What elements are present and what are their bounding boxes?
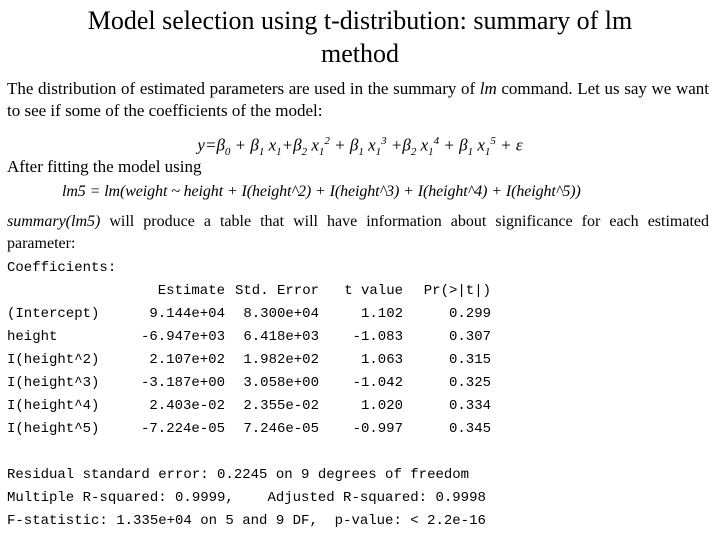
table-cell: -0.997 [352,420,403,437]
formula-sub: 2 [301,146,308,159]
table-cell: 0.334 [448,397,491,414]
formula-sub: 1 [467,146,474,159]
formula-sub: 1 [484,146,491,159]
formula-plus: + [329,135,350,155]
formula-plus: + [495,135,516,155]
table-cell: 7.246e-05 [243,420,319,437]
table-row [7,348,491,371]
formula-sup: 4 [433,135,440,147]
table-cell: 0.299 [448,305,491,322]
formula-epsilon: ε [515,135,523,155]
formula-x: x [311,135,319,155]
coefficients-table [7,279,491,440]
table-cell: I(height^3) [7,374,100,391]
table-cell: 2.403e-02 [149,397,225,414]
table-header: t value [344,282,403,299]
title-line-1: Model selection using t-distribution: summary of lm [87,6,633,35]
table-cell: 2.355e-02 [243,397,319,414]
formula-sup: 2 [324,135,330,147]
title-line-2: method [321,39,399,68]
formula-sup: 5 [490,135,496,147]
table-row [7,302,491,325]
slide-title [0,4,720,70]
formula-beta: β [349,135,359,155]
formula-beta: β [250,135,259,155]
formula-sub: 1 [358,146,364,159]
table-cell: 1.020 [360,397,403,414]
formula-sub: 2 [410,146,417,159]
formula-sub: 0 [224,146,231,159]
intro-text-a: The distribution of estimated parameters are used in the summary of [7,79,480,98]
formula-plus: + [230,135,251,155]
table-header: Pr(>|t|) [423,282,491,299]
table-cell: 2.107e+02 [149,351,225,368]
table-row [7,417,491,440]
table-cell: 9.144e+04 [149,305,225,322]
table-header-row [7,279,491,302]
table-row [7,325,491,348]
intro-text-lm: lm [479,79,497,98]
after-fitting-text: After fitting the model using [7,157,202,176]
formula-x: x [268,135,277,155]
table-cell: 8.300e+04 [243,305,319,322]
formula-sub: 1 [375,146,382,159]
summary-text: will produce a table that will have information about significance for each estimated parameter: [7,213,709,252]
table-cell: I(height^5) [7,420,100,437]
table-cell: I(height^4) [7,397,100,414]
formula-beta: β [293,135,302,155]
formula-sub: 1 [258,146,265,159]
formula-sub: 1 [428,146,434,159]
formula-eq: = [204,135,217,155]
fstatistic-line: F-statistic: 1.335e+04 on 5 and 9 DF, p-value: < 2.2e-16 [7,513,486,529]
table-row [7,371,491,394]
table-cell: 6.418e+03 [243,328,319,345]
table-cell: 3.058e+00 [243,374,319,391]
model-formula: $y=\beta_0 + \beta_1$ $x_1+\beta_2$ $x_1^2 + \beta_1$ $x_1^3 +\beta_2$ $x_1^4 + \beta_1$ $x_1^5 + \varepsilon$ [197,135,523,159]
table-header [7,279,121,302]
lm-command: lm5 = lm(weight ~ height + I(height^2) + I(height^3) + I(height^4) + I(height^5)) [62,183,581,200]
table-cell: 0.325 [448,374,491,391]
formula-beta: β [216,135,225,155]
formula-x: x [420,135,429,155]
table-header: Estimate [157,282,225,299]
formula-plus: + [443,135,460,155]
intro-paragraph [7,78,709,122]
table-cell: 0.315 [448,351,491,368]
formula-beta: β [459,135,468,155]
table-cell: 1.102 [360,305,403,322]
table-cell: I(height^2) [7,351,100,368]
table-row [7,394,491,417]
formula-beta: β [402,135,411,155]
table-cell: 0.345 [448,420,491,437]
table-cell: (Intercept) [7,305,100,322]
table-cell: 0.307 [448,328,491,345]
table-cell: -3.187e+00 [140,374,225,391]
table-header: Std. Error [234,282,319,299]
formula-x: x [477,135,485,155]
table-cell: -1.083 [352,328,403,345]
table-cell: 1.982e+02 [243,351,319,368]
formula-x: x [368,135,376,155]
summary-command: summary(lm5) [7,213,101,230]
intro-text-b: command. Let us say we want to see if some of the coefficients of the model: [7,79,709,120]
formula-y: y [197,135,205,155]
summary-paragraph [7,211,709,255]
table-cell: height [7,328,58,345]
table-cell: 1.063 [360,351,403,368]
formula-sub: 1 [276,146,282,159]
coefficients-label: Coefficients: [7,260,117,276]
formula-sup: 3 [381,135,387,147]
residual-line: Residual standard error: 0.2245 on 9 degrees of freedom [7,467,470,483]
table-cell: -7.224e-05 [140,420,225,437]
rsquared-line: Multiple R-squared: 0.9999, Adjusted R-squared: 0.9998 [7,490,486,506]
table-cell: -1.042 [352,374,403,391]
table-cell: -6.947e+03 [140,328,225,345]
formula-sub: 1 [318,146,325,159]
